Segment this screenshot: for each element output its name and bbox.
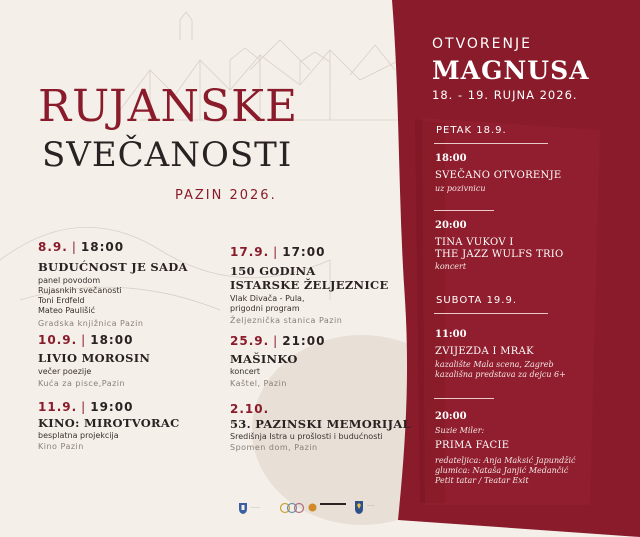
magnus-title: MAGNUSA [432,56,590,85]
magnus-kicker: OTVORENJE [432,36,532,52]
event-desc-line: koncert [230,367,261,376]
cultural-centre-logo [320,503,346,515]
program-subtitle: kazališna predstava za dejcu 6+ [435,370,566,379]
event-date: 10.9. [38,333,78,347]
program-time: 11:00 [435,329,467,340]
divider [434,143,548,144]
event-place: Gradska knjižnica Pazin [38,319,144,328]
event-time: 19:00 [90,400,134,414]
event-card-10-9 [38,333,150,388]
tourism-board-logo-icon [280,501,304,515]
municipality-crest-icon [238,502,248,515]
program-time: 20:00 [435,220,467,231]
event-card-17-9 [230,245,389,325]
event-datetime [230,245,389,259]
event-title: LIVIO MOROSIN [38,351,151,365]
event-desc-line: Toni Erdfeld [38,296,85,305]
event-date: 25.9. [230,334,270,348]
event-title: 150 GODINA [230,264,316,278]
program-subtitle: kazalište Mala scena, Zagreb [435,360,554,369]
event-desc-line: besplatna projekcija [38,431,119,440]
event-place: Kino Pazin [38,442,84,451]
program-item [435,411,575,486]
program-subtitle: uz pozivnicu [435,184,486,193]
event-datetime [230,402,411,416]
date-separator: | [273,245,279,259]
event-time: 17:00 [282,245,326,259]
event-desc-line: Mateo Paulišić [38,306,95,315]
program-item [435,329,566,380]
program-time: 20:00 [435,411,467,422]
date-separator: | [71,240,77,254]
culture-badge-icon [308,503,317,512]
event-title: MAŠINKO [230,352,298,366]
date-separator: | [273,334,279,348]
event-desc-line: Rujasnkih svečanosti [38,286,122,295]
divider [434,398,494,399]
event-place: Kaštel, Pazin [230,379,287,388]
event-desc-line: prigodni program [230,304,300,313]
event-card-8-9 [38,240,188,328]
event-title: BUDUĆNOST JE SADA [38,260,188,274]
program-subtitle: redateljica: Anja Maksić Japundžić [435,456,576,465]
program-lead: Suzie Miler: [435,426,485,435]
event-desc-line: Središnja Istra u prošlosti i budućnosti [230,432,383,441]
event-date: 8.9. [38,240,68,254]
logo-text: ~~~~ [250,505,261,509]
program-subtitle: Petit tatar / Teatar Exit [435,476,529,485]
program-item [435,153,561,194]
event-datetime [38,240,188,254]
event-place: Spomen dom, Pazin [230,443,318,452]
date-separator: | [81,400,87,414]
event-place: Kuća za pisce,Pazin [38,379,126,388]
event-date: 17.9. [230,245,270,259]
istria-crest-icon [354,500,364,515]
day-label-saturday: SUBOTA 19.9. [436,295,518,306]
divider [434,210,494,211]
event-desc-line: Vlak Divača - Pula, [230,294,305,303]
event-card-25-9 [230,334,325,388]
event-datetime [230,334,325,348]
event-title: KINO: MIROTVORAC [38,416,180,430]
logo-text: ~~~ [367,503,375,507]
program-title: PRIMA FACIE [435,440,510,451]
day-label-friday: PETAK 18.9. [436,125,507,136]
program-title: TINA VUKOV I [435,237,514,248]
program-subtitle: glumica: Nataša Janjić Medančić [435,466,569,475]
magnus-dates: 18. - 19. RUJNA 2026. [432,88,578,102]
event-card-2-10 [230,402,411,452]
program-title: SVEČANO OTVORENJE [435,170,562,181]
event-datetime [38,400,180,414]
event-date: 2.10. [230,402,270,416]
event-title: ISTARSKE ŽELJEZNICE [230,278,389,292]
event-card-11-9 [38,400,180,451]
event-desc-line: večer poezije [38,367,92,376]
program-title: THE JAZZ WULFS TRIO [435,249,564,260]
event-time: 18:00 [80,240,125,254]
festival-place-year: PAZIN 2026. [175,188,277,203]
sponsor-logos [232,500,382,516]
festival-title-line1: RUJANSKE [38,81,299,132]
event-desc-line: panel povodom [38,276,101,285]
event-datetime [38,333,150,347]
event-place: Željeznička stanica Pazin [230,316,343,325]
divider [434,313,548,314]
program-title: ZVIJEZDA I MRAK [435,346,534,357]
program-subtitle: koncert [435,262,467,271]
event-time: 21:00 [282,334,326,348]
event-time: 18:00 [90,333,134,347]
program-time: 18:00 [435,153,467,164]
date-separator: | [81,333,87,347]
festival-title-line2: SVEČANOSTI [42,135,293,175]
program-item [435,220,564,272]
event-title: 53. PAZINSKI MEMORIJAL [230,417,411,431]
event-date: 11.9. [38,400,78,414]
